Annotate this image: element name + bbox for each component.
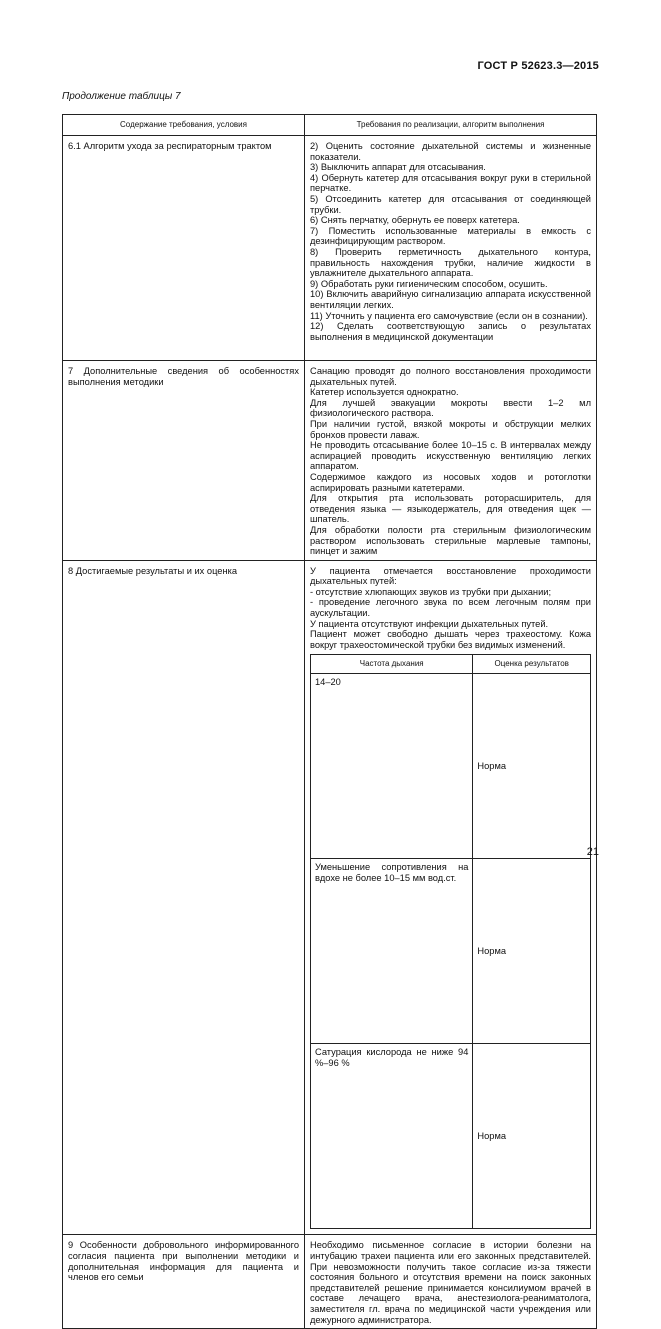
page-number: 21 — [586, 846, 599, 858]
subtable-parameter: Уменьшение сопротивления на вдохе не более 10–15 мм вод.ст. — [311, 859, 473, 1044]
algorithm-step: 9) Обработать руки гигиеническим способом, осушить. — [310, 278, 548, 289]
algorithm-paragraph: Для обработки полости рта стерильным физиологическим раствором использовать стерильные марлевые тампоны, пинцет и зажим — [310, 524, 591, 557]
algorithm-cell — [305, 361, 597, 561]
document-standard-header: ГОСТ Р 52623.3—2015 — [477, 60, 599, 72]
algorithm-cell — [305, 1235, 597, 1329]
table-row — [63, 1235, 597, 1329]
algorithm-cell — [305, 560, 597, 1235]
table-header-row — [63, 115, 597, 136]
requirement-cell: 7 Дополнительные сведения об особенностях выполнения методики — [63, 361, 305, 561]
algorithm-paragraph: Необходимо письменное согласие в истории болезни на интубацию трахеи пациента или его законных представителей. При невозможности получить такое согласие из-за тяжести состояния больного и отсутствия времени на поиск законных представителей решение принимается консилиумом врачей в составе лечащего врача, анестезиолога-реаниматолога, заместителя гл. врача по медицинской части учреждения или дежурного администратора. — [310, 1240, 591, 1325]
algorithm-paragraph: У пациента отмечается восстановление проходимости дыхательных путей: — [310, 565, 591, 587]
algorithm-paragraph: Не проводить отсасывание более 10–15 с. В интервалах между аспирацией проводить искусственную вентиляцию легких аппаратом. — [310, 440, 591, 472]
algorithm-paragraph: Катетер используется однократно. — [310, 387, 459, 398]
requirement-cell: 6.1 Алгоритм ухода за респираторным трактом — [63, 136, 305, 361]
algorithm-step: 11) Уточнить у пациента его самочувствие (если он в сознании). — [310, 310, 588, 321]
algorithm-step: 7) Поместить использованные материалы в емкость с дезинфицирующим раствором. — [310, 225, 591, 247]
column-header-requirement: Содержание требования, условия — [63, 115, 305, 136]
table-row — [63, 136, 597, 361]
algorithm-paragraph: Содержимое каждого из носовых ходов и ротоглотки аспирировать разными катетерами. — [310, 471, 591, 493]
requirement-cell: 8 Достигаемые результаты и их оценка — [63, 560, 305, 1235]
algorithm-step: 6) Снять перчатку, обернуть ее поверх катетера. — [310, 215, 520, 226]
algorithm-step: 12) Сделать соответствующую запись о результатах выполнения в медицинской документации — [310, 321, 591, 342]
subtable-header-row — [311, 655, 591, 674]
algorithm-step: 2) Оценить состояние дыхательной системы и жизненные показатели. — [310, 141, 591, 162]
algorithm-paragraph: Для лучшей эвакуации мокроты ввести 1–2 мл физиологического раствора. — [310, 397, 591, 419]
table-continuation-caption: Продолжение таблицы 7 — [62, 91, 181, 102]
algorithm-paragraph: Пациент может свободно дышать через трахеостому. Кожа вокруг трахеостомической трубки без видимых изменений. — [310, 629, 591, 650]
table-row — [63, 560, 597, 1235]
subtable-header-frequency: Частота дыхания — [311, 655, 473, 674]
subtable-result: Норма — [473, 1044, 591, 1229]
algorithm-paragraph: - проведение легочного звука по всем легочным полям при аускультации. — [310, 597, 591, 619]
algorithm-paragraph: У пациента отсутствуют инфекции дыхательных путей. — [310, 618, 549, 629]
subtable-parameter: 14–20 — [311, 674, 473, 859]
algorithm-step: 4) Обернуть катетер для отсасывания вокруг руки в стерильной перчатке. — [310, 172, 591, 194]
subtable-parameter: Сатурация кислорода не ниже 94 %–96 % — [311, 1044, 473, 1229]
subtable-result: Норма — [473, 674, 591, 859]
subtable-header-evaluation: Оценка результатов — [473, 655, 591, 674]
requirement-cell: 9 Особенности добровольного информированного согласия пациента при выполнении методики и дополнительная информация для пациента и членов его семьи — [63, 1235, 305, 1329]
algorithm-cell — [305, 136, 597, 361]
column-header-algorithm: Требования по реализации, алгоритм выполнения — [305, 115, 597, 136]
subtable-result: Норма — [473, 859, 591, 1044]
algorithm-paragraph: - отсутствие хлюпающих звуков из трубки при дыхании; — [310, 586, 552, 597]
subtable-row — [311, 1044, 591, 1229]
algorithm-paragraph: Санацию проводят до полного восстановления проходимости дыхательных путей. — [310, 366, 591, 387]
algorithm-step: 10) Включить аварийную сигнализацию аппарата искусственной вентиляции легких. — [310, 289, 591, 310]
subtable-row — [311, 859, 591, 1044]
algorithm-paragraph: При наличии густой, вязкой мокроты и обструкции мелких бронхов провести лаваж. — [310, 418, 591, 440]
algorithm-step: 3) Выключить аппарат для отсасывания. — [310, 162, 486, 173]
algorithm-paragraph: Для открытия рта использовать роторасширитель, для отведения языка — языкодержатель, для отведения щек — шпатель. — [310, 493, 591, 525]
requirements-table — [62, 114, 597, 1329]
subtable-row — [311, 674, 591, 859]
algorithm-step: 8) Проверить герметичность дыхательного контура, правильность нахождения трубки, наличие жидкости в увлажнителе дыхательного аппарата. — [310, 246, 591, 279]
table-row — [63, 361, 597, 561]
results-subtable — [310, 654, 591, 1229]
algorithm-step: 5) Отсоединить катетер для отсасывания от соединяющей трубки. — [310, 193, 591, 215]
